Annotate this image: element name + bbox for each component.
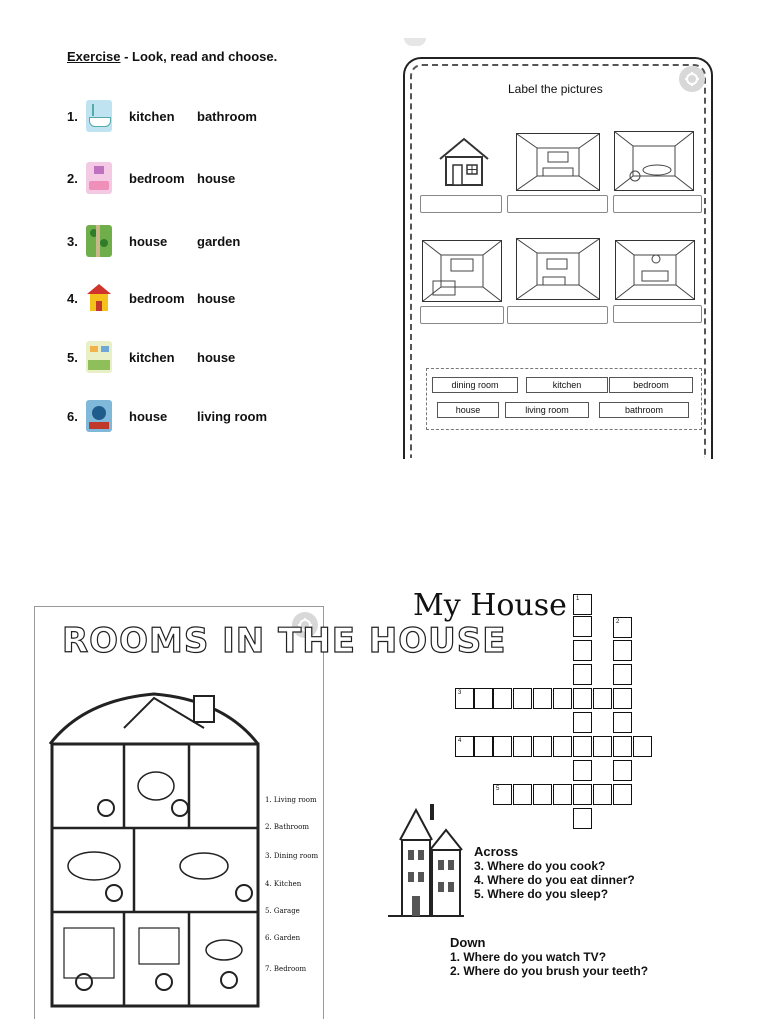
crossword-cell[interactable] bbox=[553, 736, 572, 757]
bedroom-icon bbox=[86, 162, 112, 194]
victorian-house-illustration bbox=[386, 800, 466, 918]
crossword-cell[interactable]: 1 bbox=[573, 594, 592, 615]
word-kitchen[interactable]: kitchen bbox=[526, 377, 608, 393]
living-room-icon bbox=[86, 400, 112, 432]
crossword-cell[interactable] bbox=[533, 688, 552, 709]
exercise-item: 2. bedroom house bbox=[67, 158, 235, 198]
crossword-cell[interactable] bbox=[474, 688, 493, 709]
room-label: 4. Kitchen bbox=[265, 880, 302, 888]
answer-box[interactable] bbox=[613, 305, 702, 323]
room-label: 6. Garden bbox=[265, 934, 301, 942]
crossword-cell[interactable] bbox=[593, 688, 612, 709]
option-b[interactable]: bathroom bbox=[197, 108, 257, 124]
bathroom-picture bbox=[614, 131, 694, 191]
room-label: 1. Living room bbox=[265, 796, 317, 804]
crossword-cell[interactable] bbox=[593, 784, 612, 805]
crossword-cell[interactable] bbox=[493, 688, 512, 709]
crossword-cell[interactable] bbox=[533, 784, 552, 805]
house-cutaway-drawing bbox=[44, 688, 264, 1008]
crossword-cell[interactable] bbox=[613, 640, 632, 661]
exercise-item: 6. house living room bbox=[67, 396, 267, 436]
living-room-picture bbox=[516, 133, 600, 191]
crossword-cell[interactable] bbox=[633, 736, 652, 757]
exercise-item: 5. kitchen house bbox=[67, 337, 235, 377]
room-label: 5. Garage bbox=[265, 907, 300, 915]
dining-room-picture bbox=[516, 238, 600, 300]
answer-box[interactable] bbox=[613, 195, 702, 213]
option-a[interactable]: kitchen bbox=[129, 108, 175, 124]
kitchen-picture bbox=[422, 240, 502, 302]
clue-down-1: 1. Where do you watch TV? bbox=[450, 950, 607, 964]
crossword-cell[interactable] bbox=[474, 736, 493, 757]
crossword-cell[interactable] bbox=[613, 712, 632, 733]
clue-across-5: 5. Where do you sleep? bbox=[474, 887, 609, 901]
bathroom-icon bbox=[86, 100, 112, 132]
exercise-title: Exercise - Look, read and choose. bbox=[67, 49, 278, 64]
bedroom-picture bbox=[615, 240, 695, 300]
word-living-room[interactable]: living room bbox=[505, 402, 589, 418]
word-dining-room[interactable]: dining room bbox=[432, 377, 518, 393]
crossword-cell[interactable] bbox=[513, 784, 532, 805]
word-bank bbox=[426, 368, 702, 430]
option-b[interactable]: garden bbox=[197, 233, 241, 249]
clue-across-3: 3. Where do you cook? bbox=[474, 859, 606, 873]
crossword-cell[interactable] bbox=[573, 712, 592, 733]
answer-box[interactable] bbox=[420, 195, 502, 213]
crossword-cell[interactable] bbox=[613, 736, 632, 757]
room-label: 3. Dining room bbox=[265, 852, 319, 860]
crossword-cell[interactable]: 2 bbox=[613, 617, 632, 638]
word-bathroom[interactable]: bathroom bbox=[599, 402, 689, 418]
crossword-cell[interactable] bbox=[573, 760, 592, 781]
option-b[interactable]: house bbox=[197, 290, 236, 306]
answer-box[interactable] bbox=[507, 306, 608, 324]
answer-box[interactable] bbox=[420, 306, 504, 324]
crossword-cell[interactable] bbox=[513, 688, 532, 709]
image-edge bbox=[404, 38, 426, 46]
crossword-cell[interactable] bbox=[573, 616, 592, 637]
crossword-cell[interactable] bbox=[493, 736, 512, 757]
garden-icon bbox=[86, 225, 112, 257]
kitchen-icon bbox=[86, 341, 112, 373]
rooms-sheet-title: ROOMS IN THE HOUSE bbox=[62, 621, 507, 661]
crossword-title: My House bbox=[413, 588, 567, 623]
option-a[interactable]: bedroom bbox=[129, 290, 185, 306]
label-sheet-title: Label the pictures bbox=[508, 82, 603, 96]
option-a[interactable]: kitchen bbox=[129, 349, 175, 365]
crossword-cell[interactable] bbox=[573, 688, 592, 709]
lens-icon[interactable] bbox=[679, 66, 705, 92]
option-b[interactable]: living room bbox=[197, 408, 268, 424]
crossword-cell[interactable] bbox=[613, 664, 632, 685]
crossword-cell[interactable]: 4 bbox=[455, 736, 474, 757]
word-house[interactable]: house bbox=[437, 402, 499, 418]
crossword-cell[interactable] bbox=[553, 688, 572, 709]
clue-down-2: 2. Where do you brush your teeth? bbox=[450, 964, 649, 978]
option-b[interactable]: house bbox=[197, 349, 236, 365]
word-bedroom[interactable]: bedroom bbox=[609, 377, 693, 393]
crossword-cell[interactable] bbox=[613, 688, 632, 709]
house-picture bbox=[436, 135, 492, 187]
clue-across-4: 4. Where do you eat dinner? bbox=[474, 873, 635, 887]
crossword-cell[interactable] bbox=[573, 664, 592, 685]
crossword-cell[interactable] bbox=[593, 736, 612, 757]
room-label: 2. Bathroom bbox=[265, 823, 309, 831]
down-clues: Down 1. Where do you watch TV? 2. Where do you brush your teeth? bbox=[450, 935, 649, 978]
answer-box[interactable] bbox=[507, 195, 608, 213]
option-a[interactable]: bedroom bbox=[129, 170, 185, 186]
crossword-cell[interactable] bbox=[553, 784, 572, 805]
option-a[interactable]: house bbox=[129, 233, 168, 249]
crossword-cell[interactable] bbox=[573, 808, 592, 829]
crossword-cell[interactable] bbox=[613, 784, 632, 805]
exercise-item: 1. kitchen bathroom bbox=[67, 96, 257, 136]
crossword-cell[interactable] bbox=[613, 760, 632, 781]
option-a[interactable]: house bbox=[129, 408, 168, 424]
option-b[interactable]: house bbox=[197, 170, 236, 186]
crossword-cell[interactable] bbox=[573, 736, 592, 757]
exercise-item: 4. bedroom house bbox=[67, 278, 235, 318]
crossword-cell[interactable] bbox=[573, 640, 592, 661]
crossword-cell[interactable] bbox=[533, 736, 552, 757]
crossword-cell[interactable] bbox=[513, 736, 532, 757]
house-icon bbox=[86, 282, 112, 314]
crossword-cell[interactable] bbox=[573, 784, 592, 805]
room-label: 7. Bedroom bbox=[265, 965, 307, 973]
crossword-cell[interactable]: 3 bbox=[455, 688, 474, 709]
crossword-cell[interactable]: 5 bbox=[493, 784, 512, 805]
across-clues: Across 3. Where do you cook? 4. Where do you eat dinner? 5. Where do you sleep? bbox=[474, 844, 635, 901]
exercise-item: 3. house garden bbox=[67, 221, 240, 261]
